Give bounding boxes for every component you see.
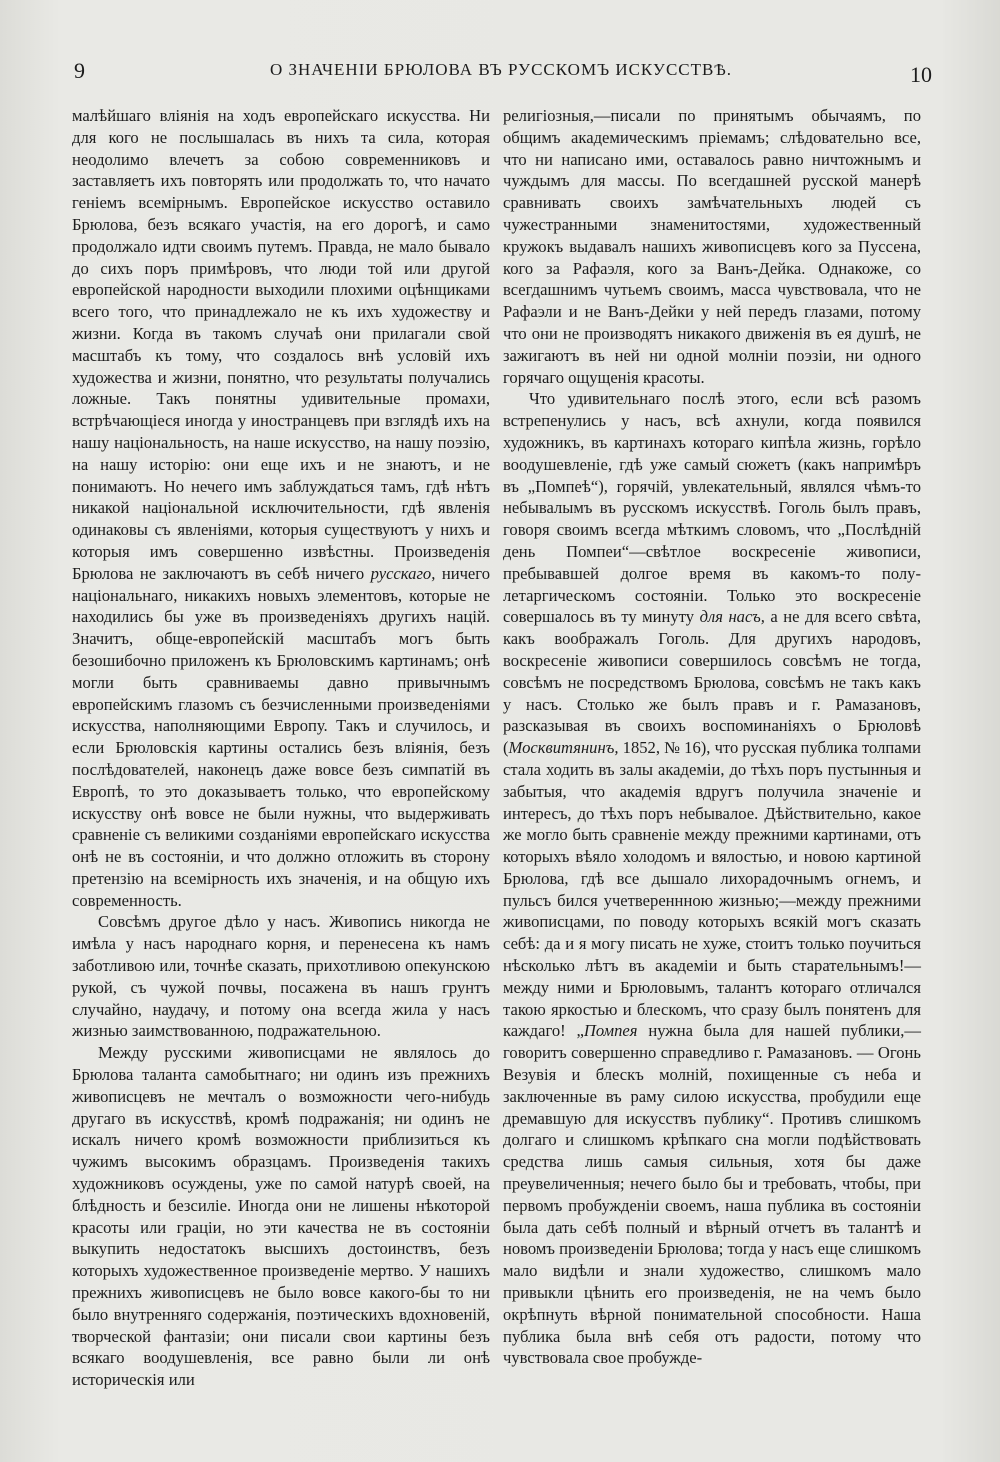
text-run: малѣйшаго вліянія на ходъ европейскаго искусства. Ни для кого не послышалась въ нихъ та сила, которая неодолимо влечетъ за собою современниковъ и заставляетъ ихъ повторять или продолжать то, что начато геніемъ всемірнымъ. Европейское искусство оставило Брюлова, безъ всякаго участія, на его дорогѣ, и само продолжало идти своимъ путемъ. Правда, не мало бывало до сихъ поръ примѣровъ, что люди той или другой европейской народности выходили плохими оцѣнщиками всего того, что принадлежало не къ ихъ художеству и жизни. Когда въ такомъ случаѣ они прилагали свой масштабъ къ тому, что создалось внѣ условій ихъ художества и жизни, понятно, что результаты получались ложные. Такъ понятны удивительные промахи, встрѣчающіеся иногда у иностранцевъ при взглядѣ ихъ на нашу національность, на наше искусство, на нашу поэзію, на нашу исторію: они еще ихъ и не знаютъ, и не понимаютъ. Но нечего имъ заблуждаться тамъ, гдѣ нѣтъ никакой національной исключительности, гдѣ явленія одинаковы съ явленіями, которыя существуютъ у нихъ и которыя имъ совершенно извѣстны. Произведенія Брюлова не заключаютъ въ себѣ ничего: [72, 106, 490, 583]
right-column: [503, 105, 921, 1368]
paragraph: Между русскими живописцами не являлось до Брюлова таланта самобытнаго; ни одинъ изъ прежнихъ живописцевъ не мечталъ о возможности чего-нибудь другаго въ искусствѣ, кромѣ подражанія; ни одинъ не искалъ ничего кромѣ возможности приблизиться къ чужимъ высокимъ образцамъ. Произведенія такихъ художниковъ осуждены, уже по самой натурѣ своей, на блѣдность и безсиліе. Иногда они не лишены нѣкоторой красоты или граціи, но эти качества не въ состояніи выкупить недостатокъ высшихъ достоинствъ, безъ которыхъ художественное произведеніе мертво. У нашихъ прежнихъ живописцевъ не было вовсе какого-бы то ни было внутренняго содержанія, поэтическихъ вдохновеній, творческой фантазіи; они писали свои картины безъ всякаго воодушевленія, все равно были ли онѣ историческія или: [72, 1043, 490, 1390]
paragraph: религіозныя,—писали по принятымъ обычаямъ, по общимъ академическимъ пріемамъ; слѣдовательно все, что ни написано ими, оставалось равно ничтожнымъ и чуждымъ для массы. По всегдашней русской манерѣ сравнивать своихъ замѣчательныхъ людей съ чужестранными знаменитостями, художественный кружокъ выдавалъ нашихъ живописцевъ кого за Пуссена, кого за Рафаэля, кого за Ванъ-Дейка. Однакоже, со всегдашнимъ чутьемъ своимъ, масса чувствовала, что не Рафаэли и не Ванъ-Дейки у ней передъ глазами, потому что они не производятъ никакого движенія въ ея душѣ, не зажигаютъ въ ней ни одной молніи поэзіи, ни одного горячаго ощущенія красоты.: [503, 106, 921, 387]
page-number-left: 9: [74, 58, 85, 83]
italic-text: для насъ,: [699, 607, 765, 627]
italic-text: Помпея: [583, 1021, 638, 1041]
text-run: Что удивительнаго послѣ этого, если всѣ разомъ встрепенулись у насъ, всѣ ахнули, когда появился художникъ, въ картинахъ котораго кипѣла жизнь, горѣло воодушевленіе, гдѣ уже самый сюжетъ (какъ напримѣръ въ „Помпеѣ“), горячій, увлекательный, являлся чѣмъ-то небывалымъ въ русскомъ искусствѣ. Гоголь былъ правъ, говоря своимъ всегда мѣткимъ словомъ, что „Послѣдній день Помпеи“—свѣтлое воскресеніе живописи, пребывавшей долгое время въ какомъ-то полу-летаргическомъ состояніи. Только это воскресеніе совершалось въ ту минуту: [503, 389, 921, 627]
text-run: ничего національнаго, никакихъ новыхъ элементовъ, которые не находились бы уже въ произведеніяхъ другихъ націй. Значитъ, обще-европейскій масштабъ могъ быть безошибочно приложенъ къ Брюловскимъ картинамъ; онѣ могли быть сравниваемы давно привычнымъ европейскимъ глазомъ съ безчисленными произведеніями искусства, наполняющими Европу. Такъ и случилось, и если Брюловскія картины остались безъ вліянія, безъ послѣдователей, наконецъ даже вовсе безъ симпатій въ Европѣ, то это доказываетъ только, что европейскому искусству онѣ вовсе не были нужны, что выдерживать сравненіе съ великими созданіями европейскаго искусства онѣ не въ состояніи, и что должно отложить въ сторону претензію на всемірность ихъ значенія, и на общую ихъ современность.: [72, 563, 490, 910]
italic-text: русскаго,: [370, 563, 436, 583]
text-run: а не для всего свѣта, какъ воображалъ Гоголь. Для другихъ народовъ, воскресеніе живописи совершилось совсѣмъ не тогда, совсѣмъ не посредствомъ Брюлова, совсѣмъ не такъ какъ у насъ. Столько же былъ правъ и г. Рамазановъ, разсказывая въ своихъ воспоминаніяхъ о Брюловѣ (: [503, 607, 921, 758]
page-number-right: 10: [910, 62, 932, 87]
paragraph: Совсѣмъ другое дѣло у насъ. Живопись никогда не имѣла у насъ народнаго корня, и перенесена къ намъ заботливою или, точнѣе сказать, прихотливою опекунскою рукой, съ чужой почвы, посажена въ нашъ грунтъ случайно, наудачу, и потому она всегда жила у насъ жизнью заимствованною, подражательною.: [72, 912, 490, 1041]
italic-text: Москвитянинъ,: [508, 738, 619, 758]
text-run: 1852, № 16), что русская публика толпами стала ходить въ залы академіи, до тѣхъ поръ пустынныя и забытыя, что академія вдругъ получила значеніе и интересъ, до тѣхъ поръ небывалое. Дѣйствительно, какое же могло быть сравненіе между прежними картинами, отъ которыхъ вѣяло холодомъ и вялостью, и новою картиной Брюлова, гдѣ все дышало лихорадочнымъ огнемъ, и пульсъ бился учетвереннною жизнью;—между прежними живописцами, по поводу которыхъ всякій могъ сказать себѣ: да и я могу писать не хуже, стоитъ только поучиться нѣсколько лѣтъ въ академіи и быть старательнымъ!—между ними и Брюловымъ, талантъ котораго отличался такою яркостью и блескомъ, что сразу былъ понятенъ для каждаго! „: [503, 738, 921, 1041]
paragraph: [72, 105, 490, 911]
running-title: О ЗНАЧЕНІИ БРЮЛОВА ВЪ РУССКОМЪ ИСКУССТВѢ.: [269, 60, 733, 79]
text-run: нужна была для нашей публики,—говоритъ совершенно справедливо г. Рамазановъ. — Огонь Везувія и блескъ молній, похищенные съ неба и заключенные въ раму силою искусства, пробудили еще дремавшую для искусствъ публику“. Противъ слишкомъ долгаго и слишкомъ крѣпкаго сна могли подѣйствовать средства лишь самыя сильныя, хотя бы даже преувеличенныя; нечего было бы и требовать, чтобы, при первомъ пробужденіи своемъ, наша публика въ состояніи была дать себѣ полный и вѣрный отчетъ въ талантѣ и новомъ произведеніи Брюлова; тогда у насъ еще слишкомъ мало видѣли и знали художество, слишкомъ мало привыкли цѣнить его произведенія, не на чемъ было окрѣпнуть вѣрной понимательной способности. Наша публика была внѣ себя отъ радости, потому что чувствовала свое пробужде-: [503, 1021, 921, 1368]
page-header: [70, 58, 932, 88]
left-column: [72, 105, 490, 1390]
paragraph: [503, 388, 921, 1369]
